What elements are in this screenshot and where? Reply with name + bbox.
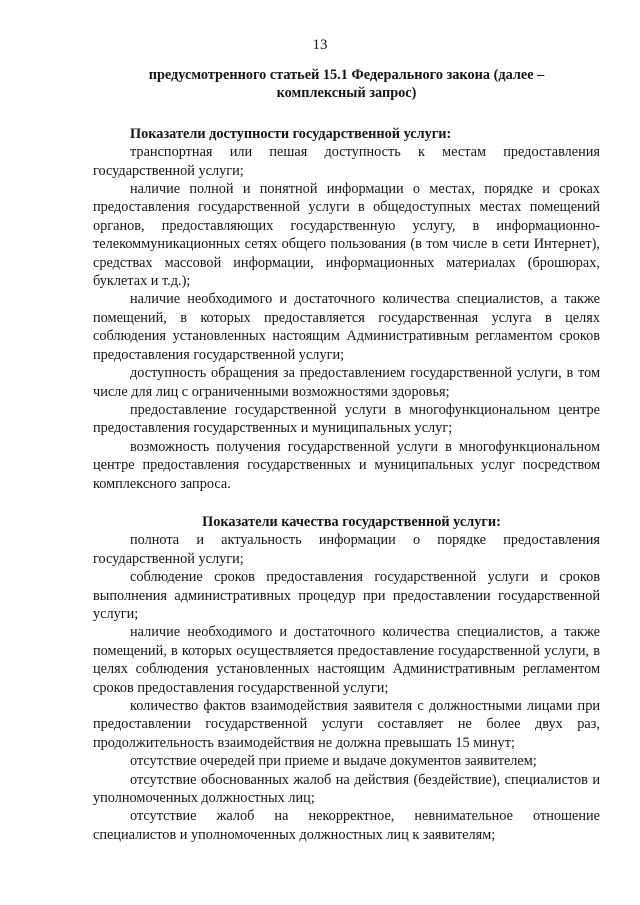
accessibility-item: транспортная или пешая доступность к местам предоставления государственной услуги; [93,144,600,179]
accessibility-item: предоставление государственной услуги в многофункциональном центре предоставления государственных и муниципальных услуг; [93,401,600,437]
accessibility-item: доступность обращения за предоставлением государственной услуги, в том числе для лиц с ограниченными возможностями здоровья; [93,365,600,400]
quality-item: полнота и актуальность информации о порядке предоставления государственной услуги; [93,532,600,567]
accessibility-item: наличие необходимого и достаточного количества специалистов, а также помещений, в которых предоставляется государственная услуга в целях соблюдения установленных настоящим Административным регламентом сроков предоставления государственной услуги; [93,291,600,363]
intro-line-2: комплексный запрос) [276,85,417,102]
quality-item: отсутствие жалоб на некорректное, невнимательное отношение специалистов и уполномоченных должностных лиц к заявителям; [93,808,600,843]
quality-item: соблюдение сроков предоставления государственной услуги и сроков выполнения административных процедур при предоставлении государственной услуги; [93,569,600,622]
accessibility-heading: Показатели доступности государственной услуги: [130,125,452,142]
quality-item: отсутствие обоснованных жалоб на действия (бездействие), специалистов и уполномоченных должностных лиц; [93,771,600,807]
quality-item: наличие необходимого и достаточного количества специалистов, а также помещений, в которых осуществляется предоставление государственной услуги, в целях соблюдения установленных настоящим Административным регламентом сроков предоставления государственной услуги; [93,624,600,696]
page-number: 13 [312,37,328,53]
document-body [93,66,600,844]
intro-line-1: предусмотренного статьей 15.1 Федерального закона (далее – [148,67,545,83]
accessibility-item: возможность получения государственной услуги в многофункциональном центре предоставления государственных и муниципальных услуг посредством комплексного запроса. [93,438,600,492]
accessibility-item: наличие полной и понятной информации о местах, порядке и сроках предоставления государственной услуги в общедоступных местах помещений органов, предоставляющих государственную услугу, в информационно-телекоммуникационных сетях общего пользования (в том числе в сети Интернет), средствах массовой информации, информационных материалах (брошюрах, буклетах и т.д.); [93,181,600,290]
quality-item: количество фактов взаимодействия заявителя с должностными лицами при предоставлении государственной услуги составляет не более двух раз, продолжительность взаимодействия не должна превышать 15 минут; [93,698,600,751]
quality-item: отсутствие очередей при приеме и выдаче документов заявителем; [130,753,537,770]
quality-heading: Показатели качества государственной услуги: [202,513,501,530]
